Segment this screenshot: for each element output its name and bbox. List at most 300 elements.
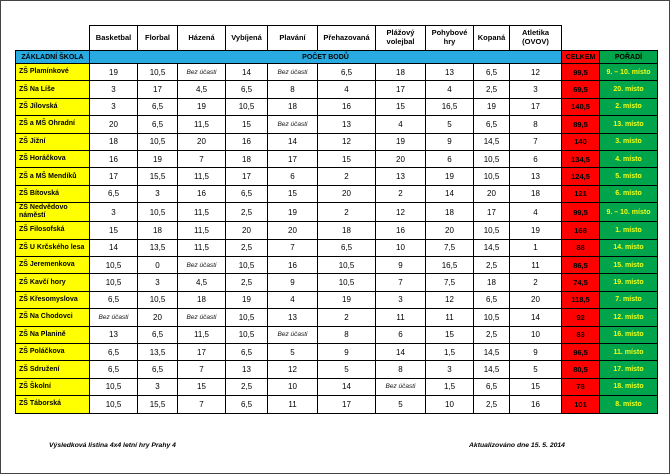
score-cell: 17: [178, 343, 226, 360]
table-row: [16, 150, 658, 167]
total-points-cell: 118,5: [562, 291, 600, 308]
school-name: ZŠ Jižní: [16, 133, 90, 150]
score-cell: 18: [226, 150, 268, 167]
band-header-row: [16, 51, 658, 64]
score-cell: 4: [426, 81, 474, 98]
score-cell: 10,5: [90, 396, 138, 413]
score-cell: 4: [376, 116, 426, 133]
score-cell: 0: [138, 257, 178, 274]
score-cell: 16: [318, 98, 376, 115]
score-cell: 15: [510, 378, 562, 395]
sport-column-header-plavani: Plavání: [268, 26, 318, 51]
total-points-cell: 99,5: [562, 64, 600, 81]
score-cell: 5: [376, 396, 426, 413]
score-cell: 3: [138, 274, 178, 291]
score-cell: 6,5: [90, 361, 138, 378]
school-name: ZŠ Na Líše: [16, 81, 90, 98]
score-cell: 13: [426, 64, 474, 81]
school-name: ZŠ a MŠ Ohradní: [16, 116, 90, 133]
rank-cell: 1. místo: [600, 222, 658, 239]
score-cell: 11,5: [178, 203, 226, 222]
score-cell: 9: [426, 133, 474, 150]
score-cell: 13: [226, 361, 268, 378]
school-name: ZŠ Nedvědovo náměstí: [16, 203, 90, 222]
score-cell: 10,5: [90, 257, 138, 274]
score-cell: 18: [90, 133, 138, 150]
score-cell: 19: [426, 168, 474, 185]
score-cell-absent: Bez účasti: [268, 116, 318, 133]
score-cell: 20: [376, 150, 426, 167]
score-cell: 6,5: [318, 64, 376, 81]
score-cell: 14: [90, 239, 138, 256]
sport-column-header-pohybove-hry: Pohybové hry: [426, 26, 474, 51]
score-cell: 8: [318, 326, 376, 343]
school-name: ZŠ Poláčkova: [16, 343, 90, 360]
total-points-cell: 99,5: [562, 203, 600, 222]
score-cell: 14,5: [474, 239, 510, 256]
score-cell: 3: [376, 291, 426, 308]
score-cell: 19: [268, 203, 318, 222]
score-cell: 10,5: [138, 133, 178, 150]
score-cell: 10: [376, 239, 426, 256]
score-cell: 13,5: [138, 343, 178, 360]
results-tbody: [16, 64, 658, 414]
score-cell: 13: [90, 326, 138, 343]
rank-cell: 9. – 10. místo: [600, 64, 658, 81]
score-cell: 11,5: [178, 239, 226, 256]
score-cell: 3: [510, 81, 562, 98]
sport-column-header-kopana: Kopaná: [474, 26, 510, 51]
total-points-cell: 86,5: [562, 257, 600, 274]
score-cell: 6,5: [226, 396, 268, 413]
score-cell: 12: [510, 64, 562, 81]
table-row: [16, 168, 658, 185]
score-cell: 3: [90, 98, 138, 115]
score-cell-absent: Bez účasti: [178, 309, 226, 326]
score-cell: 14: [426, 185, 474, 202]
score-cell: 10,5: [138, 203, 178, 222]
score-cell: 2: [510, 274, 562, 291]
score-cell: 20: [268, 222, 318, 239]
score-cell: 7,5: [426, 239, 474, 256]
score-cell: 11,5: [178, 116, 226, 133]
score-cell: 13: [376, 168, 426, 185]
sport-column-header-prehazovana: Přehazovaná: [318, 26, 376, 51]
school-name: ZŠ Na Chodovci: [16, 309, 90, 326]
rank-cell: 3. místo: [600, 133, 658, 150]
school-name: ZŠ Filosofská: [16, 222, 90, 239]
score-cell: 15,5: [138, 168, 178, 185]
score-cell: 6,5: [318, 239, 376, 256]
sport-column-header-florbal: Florbal: [138, 26, 178, 51]
score-cell: 3: [138, 185, 178, 202]
table-row: [16, 116, 658, 133]
table-row: [16, 81, 658, 98]
total-points-cell: 96,5: [562, 343, 600, 360]
score-cell: 20: [474, 185, 510, 202]
score-cell: 17: [226, 168, 268, 185]
score-cell: 10,5: [318, 274, 376, 291]
table-row: [16, 326, 658, 343]
score-cell: 14,5: [474, 133, 510, 150]
footer-updated-date: Aktualizováno dne 15. 5. 2014: [469, 442, 565, 449]
score-cell: 15: [268, 185, 318, 202]
score-cell: 17: [138, 81, 178, 98]
score-cell: 15: [318, 150, 376, 167]
score-cell: 5: [268, 343, 318, 360]
score-cell: 6,5: [138, 326, 178, 343]
score-cell: 14,5: [474, 361, 510, 378]
score-cell: 4: [268, 291, 318, 308]
score-cell: 6,5: [474, 116, 510, 133]
score-cell: 10: [510, 326, 562, 343]
score-cell: 6,5: [138, 98, 178, 115]
score-cell: 11,5: [178, 326, 226, 343]
table-row: [16, 98, 658, 115]
score-cell: 9: [376, 257, 426, 274]
school-name: ZŠ U Krčského lesa: [16, 239, 90, 256]
table-row: [16, 133, 658, 150]
score-cell: 6,5: [226, 343, 268, 360]
rank-cell: 20. místo: [600, 81, 658, 98]
rank-cell: 9. – 10. místo: [600, 203, 658, 222]
score-cell: 10,5: [226, 309, 268, 326]
school-name: ZŠ Horáčkova: [16, 150, 90, 167]
score-cell: 2: [318, 203, 376, 222]
score-cell: 4,5: [178, 81, 226, 98]
total-points-cell: 69,5: [562, 81, 600, 98]
footer-title: Výsledková listina 4x4 letní hry Prahy 4: [49, 442, 176, 449]
score-cell: 5: [318, 361, 376, 378]
score-cell: 13,5: [138, 239, 178, 256]
score-cell: 17: [268, 150, 318, 167]
school-name: ZŠ Plamínkové: [16, 64, 90, 81]
score-cell: 6,5: [226, 81, 268, 98]
score-cell: 6: [268, 168, 318, 185]
corner-blank-cell: [16, 26, 90, 51]
total-column-header: CELKEM: [562, 51, 600, 64]
score-cell: 10,5: [474, 168, 510, 185]
score-cell: 19: [318, 291, 376, 308]
table-row: [16, 361, 658, 378]
rank-cell: 13. místo: [600, 116, 658, 133]
rank-cell: 12. místo: [600, 309, 658, 326]
score-cell: 1,5: [426, 343, 474, 360]
score-cell: 16: [376, 222, 426, 239]
score-cell: 18: [178, 291, 226, 308]
score-cell: 10,5: [226, 257, 268, 274]
score-cell-absent: Bez účasti: [178, 257, 226, 274]
score-cell: 20: [138, 309, 178, 326]
score-cell: 18: [138, 222, 178, 239]
score-cell: 6,5: [226, 185, 268, 202]
score-cell: 10,5: [474, 309, 510, 326]
score-cell: 20: [90, 116, 138, 133]
score-cell: 2,5: [474, 396, 510, 413]
school-name: ZŠ Táborská: [16, 396, 90, 413]
score-cell: 7: [268, 239, 318, 256]
score-cell: 10,5: [474, 150, 510, 167]
score-cell: 4: [510, 203, 562, 222]
table-row: [16, 274, 658, 291]
score-cell: 2,5: [474, 257, 510, 274]
score-cell: 4,5: [178, 274, 226, 291]
score-cell: 17: [376, 81, 426, 98]
rank-cell: 4. místo: [600, 150, 658, 167]
score-cell: 14,5: [474, 343, 510, 360]
score-cell-absent: Bez účasti: [376, 378, 426, 395]
score-cell: 15: [426, 326, 474, 343]
score-cell: 1: [510, 239, 562, 256]
total-points-cell: 121: [562, 185, 600, 202]
score-cell: 6,5: [474, 378, 510, 395]
total-points-cell: 74,5: [562, 274, 600, 291]
score-cell-absent: Bez účasti: [268, 64, 318, 81]
score-cell: 18: [510, 185, 562, 202]
score-cell: 11: [510, 257, 562, 274]
rank-cell: 16. místo: [600, 326, 658, 343]
score-cell: 14: [510, 309, 562, 326]
score-cell: 16: [268, 257, 318, 274]
score-cell: 16: [226, 133, 268, 150]
school-column-header: ZÁKLADNÍ ŠKOLA: [16, 51, 90, 64]
table-row: [16, 185, 658, 202]
school-name: ZŠ Kavčí hory: [16, 274, 90, 291]
score-cell: 8: [510, 116, 562, 133]
score-cell: 14: [376, 343, 426, 360]
score-cell: 12: [376, 203, 426, 222]
score-cell: 18: [426, 203, 474, 222]
score-cell: 19: [90, 64, 138, 81]
rank-cell: 2. místo: [600, 98, 658, 115]
score-cell: 4: [318, 81, 376, 98]
score-cell: 10,5: [226, 326, 268, 343]
score-cell: 6: [376, 326, 426, 343]
score-cell: 13: [510, 168, 562, 185]
school-name: ZŠ Křesomyslova: [16, 291, 90, 308]
score-cell: 20: [178, 133, 226, 150]
score-cell: 13: [268, 309, 318, 326]
score-cell: 8: [268, 81, 318, 98]
table-row: [16, 343, 658, 360]
score-cell: 11,5: [178, 168, 226, 185]
score-cell: 20: [318, 185, 376, 202]
table-row: [16, 64, 658, 81]
table-row: [16, 257, 658, 274]
sport-column-header-hazena: Házená: [178, 26, 226, 51]
score-cell: 9: [318, 343, 376, 360]
total-points-cell: 124,5: [562, 168, 600, 185]
total-points-cell: 89,5: [562, 116, 600, 133]
total-points-cell: 140: [562, 133, 600, 150]
score-cell: 6,5: [138, 361, 178, 378]
score-cell: 2,5: [226, 274, 268, 291]
sport-column-header-basketbal: Basketbal: [90, 26, 138, 51]
rank-cell: 19. místo: [600, 274, 658, 291]
score-cell: 7,5: [426, 274, 474, 291]
score-cell: 16,5: [426, 257, 474, 274]
blank-cell-above-total: [562, 26, 600, 51]
table-row: [16, 309, 658, 326]
score-cell: 7: [178, 361, 226, 378]
score-cell: 9: [268, 274, 318, 291]
score-cell: 9: [510, 343, 562, 360]
rank-cell: 14. místo: [600, 239, 658, 256]
score-cell: 17: [318, 396, 376, 413]
score-cell: 20: [426, 222, 474, 239]
score-cell: 8: [376, 361, 426, 378]
school-name: ZŠ Sdružení: [16, 361, 90, 378]
score-cell-absent: Bez účasti: [268, 326, 318, 343]
score-cell: 18: [318, 222, 376, 239]
score-cell: 17: [474, 203, 510, 222]
total-points-cell: 88: [562, 239, 600, 256]
table-row: [16, 378, 658, 395]
score-cell: 18: [268, 98, 318, 115]
rank-cell: 5. místo: [600, 168, 658, 185]
score-cell: 13: [318, 116, 376, 133]
school-name: ZŠ Jílovská: [16, 98, 90, 115]
score-cell: 16: [90, 150, 138, 167]
score-cell: 5: [426, 116, 474, 133]
score-cell: 14: [268, 133, 318, 150]
score-cell: 18: [474, 274, 510, 291]
rank-column-header: POŘADÍ: [600, 51, 658, 64]
score-cell: 7: [510, 133, 562, 150]
score-cell: 16: [178, 185, 226, 202]
total-points-cell: 101: [562, 396, 600, 413]
total-points-cell: 134,5: [562, 150, 600, 167]
score-cell: 11,5: [178, 222, 226, 239]
score-cell: 11: [268, 396, 318, 413]
sport-column-header-plazovy-volejbal: Plážový volejbal: [376, 26, 426, 51]
score-cell: 10,5: [138, 64, 178, 81]
score-cell: 2: [318, 309, 376, 326]
table-row: [16, 203, 658, 222]
score-cell: 11: [426, 309, 474, 326]
points-band-header: POČET BODŮ: [90, 51, 562, 64]
score-cell: 20: [510, 291, 562, 308]
score-cell: 6,5: [474, 64, 510, 81]
score-cell: 10,5: [474, 222, 510, 239]
school-name: ZŠ a MŠ Mendíků: [16, 168, 90, 185]
score-cell: 1,5: [426, 378, 474, 395]
score-cell: 16,5: [426, 98, 474, 115]
score-cell: 6,5: [90, 343, 138, 360]
score-cell-absent: Bez účasti: [90, 309, 138, 326]
score-cell: 7: [178, 396, 226, 413]
score-cell: 17: [510, 98, 562, 115]
rank-cell: 15. místo: [600, 257, 658, 274]
score-cell: 6,5: [90, 291, 138, 308]
score-cell: 19: [138, 150, 178, 167]
score-cell: 20: [226, 222, 268, 239]
sport-column-header-atletika-ovov: Atletika (OVOV): [510, 26, 562, 51]
score-cell: 18: [376, 64, 426, 81]
score-cell: 3: [90, 81, 138, 98]
total-points-cell: 140,5: [562, 98, 600, 115]
score-cell: 19: [226, 291, 268, 308]
score-cell: 10,5: [226, 98, 268, 115]
total-points-cell: 83: [562, 326, 600, 343]
rank-cell: 8. místo: [600, 396, 658, 413]
score-cell: 19: [510, 222, 562, 239]
table-row: [16, 222, 658, 239]
score-cell: 10,5: [318, 257, 376, 274]
score-cell: 15: [226, 116, 268, 133]
score-cell: 7: [178, 150, 226, 167]
table-row: [16, 291, 658, 308]
score-cell: 2: [376, 185, 426, 202]
score-cell: 2,5: [226, 203, 268, 222]
blank-cell-above-rank: [600, 26, 658, 51]
rank-cell: 17. místo: [600, 361, 658, 378]
score-cell: 2,5: [226, 378, 268, 395]
total-points-cell: 168: [562, 222, 600, 239]
score-cell: 15: [178, 378, 226, 395]
rank-cell: 6. místo: [600, 185, 658, 202]
school-name: ZŠ Jeremenkova: [16, 257, 90, 274]
sports-header-row: [16, 26, 658, 51]
score-cell: 19: [178, 98, 226, 115]
results-table: [15, 25, 658, 414]
rank-cell: 7. místo: [600, 291, 658, 308]
score-cell: 5: [510, 361, 562, 378]
score-cell: 15,5: [138, 396, 178, 413]
score-cell-absent: Bez účasti: [178, 64, 226, 81]
score-cell: 6,5: [90, 185, 138, 202]
score-cell: 15: [376, 98, 426, 115]
table-row: [16, 396, 658, 413]
score-cell: 11: [376, 309, 426, 326]
score-cell: 15: [90, 222, 138, 239]
score-cell: 2,5: [474, 81, 510, 98]
school-name: ZŠ Na Planině: [16, 326, 90, 343]
total-points-cell: 78: [562, 378, 600, 395]
rank-cell: 18. místo: [600, 378, 658, 395]
score-cell: 10,5: [90, 274, 138, 291]
score-cell: 10,5: [90, 378, 138, 395]
score-cell: 6: [426, 150, 474, 167]
score-cell: 2: [318, 168, 376, 185]
total-points-cell: 92: [562, 309, 600, 326]
score-cell: 12: [426, 291, 474, 308]
score-cell: 6,5: [138, 116, 178, 133]
score-cell: 14: [226, 64, 268, 81]
score-cell: 3: [90, 203, 138, 222]
score-cell: 17: [90, 168, 138, 185]
table-row: [16, 239, 658, 256]
school-name: ZŠ Školní: [16, 378, 90, 395]
score-cell: 6: [510, 150, 562, 167]
score-cell: 6,5: [474, 291, 510, 308]
score-cell: 7: [376, 274, 426, 291]
score-cell: 2,5: [226, 239, 268, 256]
rank-cell: 11. místo: [600, 343, 658, 360]
score-cell: 10: [268, 378, 318, 395]
score-cell: 12: [318, 133, 376, 150]
score-cell: 10: [426, 396, 474, 413]
score-cell: 14: [318, 378, 376, 395]
score-cell: 19: [474, 98, 510, 115]
score-cell: 3: [426, 361, 474, 378]
score-cell: 3: [138, 378, 178, 395]
sport-column-header-vybijena: Vybíjená: [226, 26, 268, 51]
score-cell: 2,5: [474, 326, 510, 343]
total-points-cell: 80,5: [562, 361, 600, 378]
score-cell: 19: [376, 133, 426, 150]
school-name: ZŠ Bítovská: [16, 185, 90, 202]
